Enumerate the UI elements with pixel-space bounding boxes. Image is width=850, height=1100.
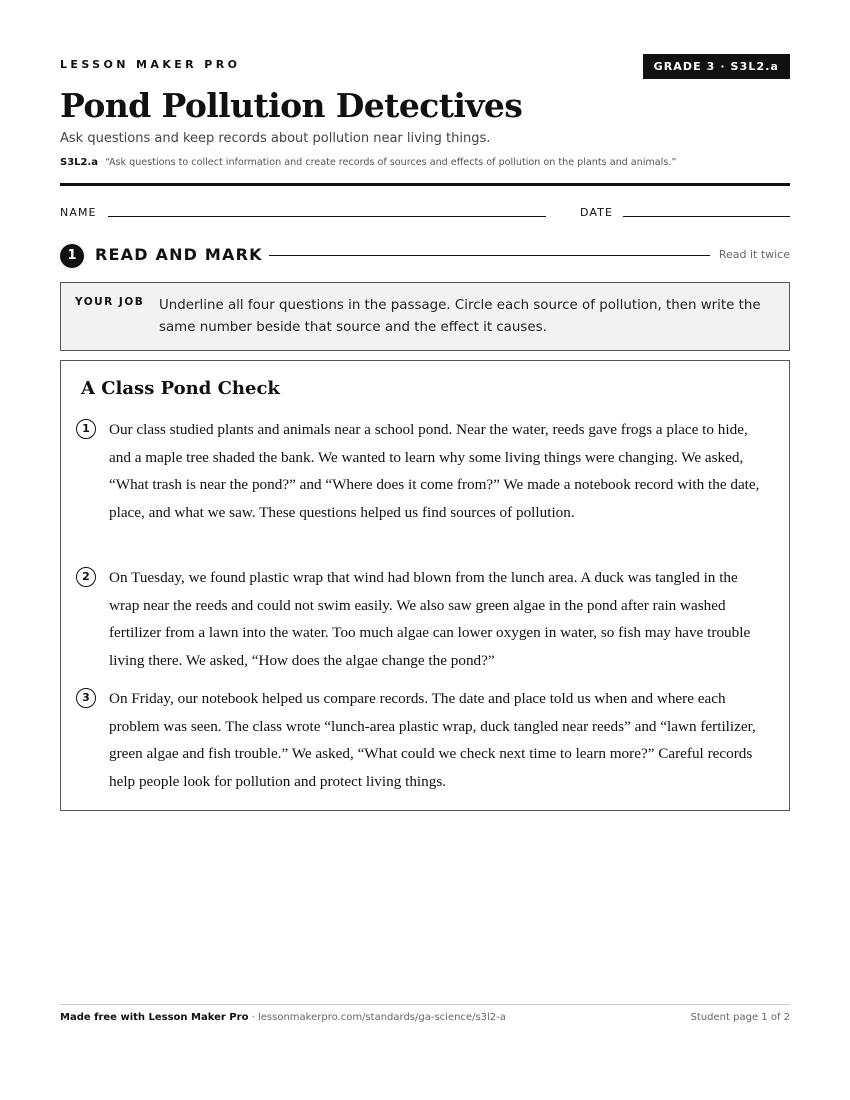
footer-divider (60, 1004, 790, 1005)
section-note: Read it twice (718, 248, 790, 261)
paragraph-number: 1 (76, 419, 96, 439)
page-title: Pond Pollution Detectives (60, 86, 523, 125)
name-field[interactable] (108, 216, 546, 217)
header-divider (60, 183, 790, 186)
paragraph-number: 3 (76, 688, 96, 708)
grade-badge: GRADE 3 · S3L2.a (643, 54, 790, 79)
paragraph-text: On Friday, our notebook helped us compare records. The date and place told us when and where each problem was seen. The class wrote “lunch-area plastic wrap, duck tangled near reeds” and “lawn fertilizer, green algae and fish trouble.” We asked, “What could we check next time to learn more?” Careful records help people look for pollution and protect living things. (109, 690, 756, 790)
instructions-text: Underline all four questions in the passage. Circle each source of pollution, then write the same number beside that source and the effect it causes. (159, 298, 761, 335)
footer-credit (60, 1012, 506, 1023)
footer-url: · lessonmakerpro.com/standards/ga-science/s3l2-a (248, 1012, 506, 1023)
standard-statement (60, 157, 676, 168)
instructions-box (60, 282, 790, 351)
date-label: DATE (580, 206, 614, 219)
paragraph-number: 2 (76, 567, 96, 587)
page-number: Student page 1 of 2 (690, 1012, 790, 1023)
step-number-badge: 1 (60, 244, 84, 268)
passage-title: A Class Pond Check (81, 378, 280, 399)
name-label: NAME (60, 206, 97, 219)
brand-name: LESSON MAKER PRO (60, 58, 241, 71)
date-field[interactable] (623, 216, 790, 217)
page-subtitle: Ask questions and keep records about pollution near living things. (60, 131, 491, 146)
section-header-read-and-mark (60, 243, 790, 267)
section-title: READ AND MARK (95, 245, 263, 264)
instructions-label: YOUR JOB (75, 296, 145, 308)
paragraph-text: Our class studied plants and animals near a school pond. Near the water, reeds gave frogs a place to hide, and a maple tree shaded the bank. We wanted to learn why some living things were changing. We asked, “What trash is near the pond?” and “Where does it come from?” We made a notebook record with the date, place, and what we saw. These questions helped us find sources of pollution. (109, 421, 760, 521)
section-divider (269, 255, 710, 256)
reading-passage (60, 360, 790, 811)
footer-brand: Made free with Lesson Maker Pro (60, 1012, 249, 1023)
page-header-bar (60, 54, 790, 80)
standard-text: “Ask questions to collect information and create records of sources and effects of pollution on the plants and animals.” (105, 157, 677, 168)
paragraph-text: On Tuesday, we found plastic wrap that wind had blown from the lunch area. A duck was tangled in the wrap near the reeds and could not swim easily. We also saw green algae in the pond after rain washed fertilizer from a lawn into the water. Too much algae can lower oxygen in water, so fish may have trouble living there. We asked, “How does the algae change the pond?” (109, 569, 751, 669)
standard-code: S3L2.a (60, 157, 99, 168)
